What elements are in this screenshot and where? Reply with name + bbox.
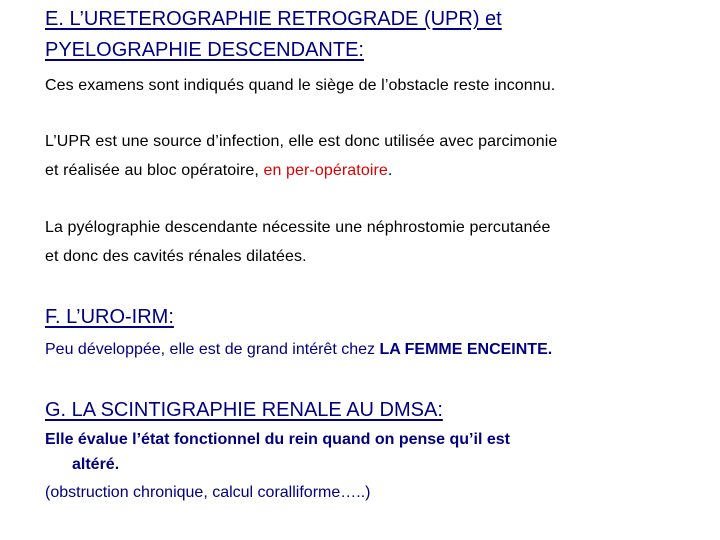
section-e-paragraph-2-line2 xyxy=(45,162,392,180)
p2-line2-period: . xyxy=(387,162,393,179)
section-f-heading: F. L’URO-IRM: xyxy=(45,306,174,328)
section-e-heading-line2: PYELOGRAPHIE DESCENDANTE: xyxy=(45,39,364,61)
section-e-paragraph-1: Ces examens sont indiqués quand le siège de l’obstacle reste inconnu. xyxy=(45,77,556,94)
section-f-emphasis: LA FEMME ENCEINTE. xyxy=(379,341,553,358)
section-g-line2: altéré. xyxy=(72,456,120,473)
section-e-heading-line1: E. L’URETEROGRAPHIE RETROGRADE (UPR) et xyxy=(45,8,502,30)
section-g-heading: G. LA SCINTIGRAPHIE RENALE AU DMSA: xyxy=(45,399,443,421)
p2-line2-text: et réalisée au bloc opératoire, xyxy=(45,162,264,179)
section-e-paragraph-3-line2: et donc des cavités rénales dilatées. xyxy=(45,248,307,265)
section-e-paragraph-2-line1: L’UPR est une source d’infection, elle est donc utilisée avec parcimonie xyxy=(45,133,558,150)
section-f-text xyxy=(45,341,552,359)
section-g-line3: (obstruction chronique, calcul coralliforme…..) xyxy=(45,484,371,501)
section-e-paragraph-3-line1: La pyélographie descendante nécessite une néphrostomie percutanée xyxy=(45,219,551,236)
section-f-text-start: Peu développée, elle est de grand intérêt chez xyxy=(45,341,380,358)
per-operatoire-emphasis: en per-opératoire xyxy=(263,162,388,179)
section-g-line1: Elle évalue l’état fonctionnel du rein quand on pense qu’il est xyxy=(45,431,510,448)
